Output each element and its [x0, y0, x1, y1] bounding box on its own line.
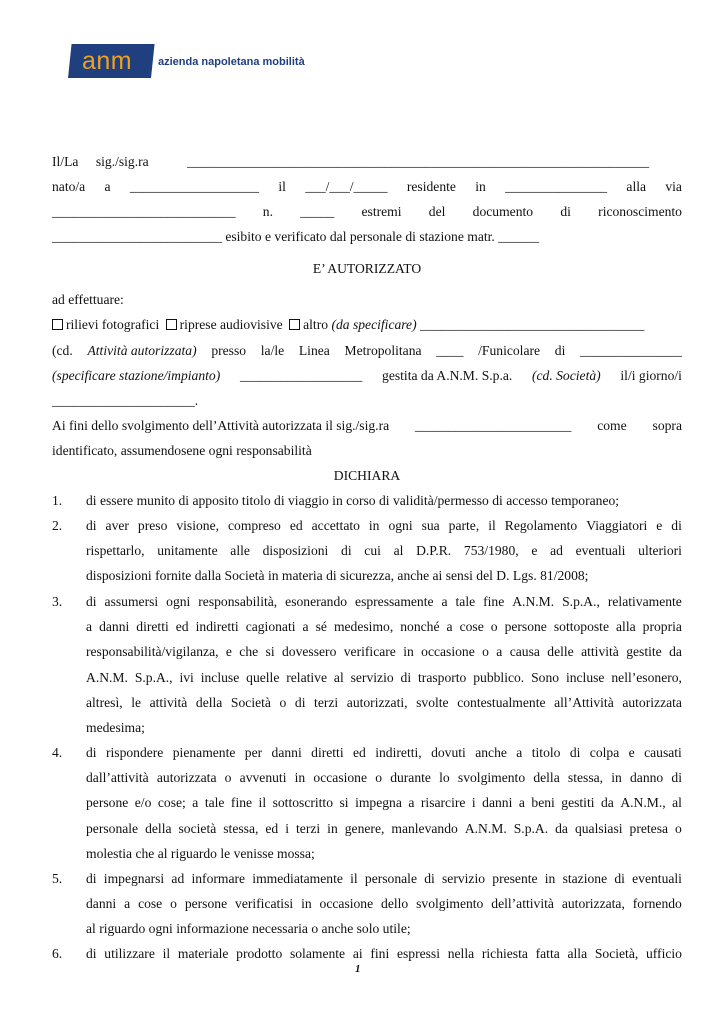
birthplace-blank: ___________________: [129, 179, 260, 194]
text: sig./sig.ra: [95, 154, 149, 169]
text: in: [475, 179, 486, 194]
birthdate-blank: ___/___/_____: [305, 179, 388, 194]
text: (cd.: [52, 343, 73, 358]
text: ad effettuare:: [52, 292, 124, 307]
line-location: [52, 343, 682, 359]
item-number: 6.: [52, 946, 63, 961]
item-text-line: di rispondere pienamente per danni diretti ed indiretti, dovuti anche a titolo di colpa e causati: [86, 745, 682, 760]
item-text-line: di aver preso visione, compreso ed accettato in ogni sua parte, il Regolamento Viaggiatori e di: [86, 518, 682, 533]
birth-line: [52, 179, 682, 195]
number-blank: _____: [300, 204, 335, 219]
document-line: _________________________ esibito e verificato dal personale di stazione matr. ______: [52, 229, 540, 244]
list-item: [52, 745, 682, 871]
activity-options: [52, 317, 682, 333]
heading-autorizzato: E’ AUTORIZZATO: [312, 261, 422, 276]
text: documento: [472, 204, 534, 219]
text: presso: [211, 343, 247, 358]
signer-blank: _______________________: [415, 418, 572, 433]
page-number: 1: [355, 963, 361, 975]
checkbox-other[interactable]: [289, 319, 300, 330]
item-text-line: al riguardo ogni informazione necessaria o anche solo utile;: [86, 921, 411, 937]
item-text-line: di utilizzare il materiale prodotto solamente ai fini espressi nella richiesta fatta alla Società, ufficio: [86, 946, 682, 961]
text: gestita da A.N.M. S.p.a.: [382, 368, 513, 383]
item-number: 2.: [52, 518, 63, 533]
logo-acronym: anm: [82, 47, 133, 75]
text: come: [597, 418, 627, 433]
item-text-line: responsabilità/vigilanza, e che si dovessero verificare in occasione o a causa delle attività gestite da: [86, 644, 682, 660]
text: /Funicolare: [478, 343, 541, 358]
item-number: 5.: [52, 871, 63, 886]
item-text-line: personale della società stessa, ed i terzi in genere, manlevando A.N.M. S.p.A. da qualsiasi pretesa o: [86, 820, 682, 836]
list-item: [52, 518, 682, 594]
option-label: altro: [303, 317, 329, 332]
text: nato/a: [52, 179, 86, 194]
list-item: [52, 946, 682, 971]
purpose-line: [52, 418, 682, 434]
text: riconoscimento: [598, 204, 682, 219]
item-text-line: di impegnarsi ad informare immediatamente il personale di servizio presente in stazione di eventuali: [86, 871, 682, 886]
text: alla: [626, 179, 647, 194]
list-item: [52, 493, 682, 518]
item-text-line: altresì, le attività della Società o di terzi autorizzati, svolte contestualmente all’Attività autorizzata: [86, 694, 682, 710]
item-text-line: di essere munito di apposito titolo di viaggio in corso di validità/permesso di accesso temporaneo;: [86, 493, 620, 508]
list-item: [52, 871, 682, 947]
text: Metropolitana: [344, 343, 422, 358]
item-number: 3.: [52, 594, 63, 609]
item-text-line: molestia che al riguardo le venisse mossa;: [86, 845, 315, 861]
other-blank: _________________________________: [420, 317, 645, 332]
station-line: [52, 368, 682, 384]
heading-dichiara: DICHIARA: [333, 468, 401, 483]
text: Linea: [298, 343, 330, 358]
text: via: [665, 179, 682, 194]
anm-logo: [68, 44, 328, 78]
item-number: 4.: [52, 745, 63, 760]
text: del: [428, 204, 446, 219]
item-text-line: rispettarlo, unitamente alle disposizioni di cui al D.P.R. 753/1980, e ad eventuali ulteriori: [86, 543, 682, 559]
checkbox-video[interactable]: [166, 319, 177, 330]
text: n.: [262, 204, 273, 219]
list-item: [52, 594, 682, 745]
option-label: rilievi fotografici: [66, 317, 160, 332]
funicular-blank: _______________: [580, 343, 682, 358]
text: di: [554, 343, 566, 358]
text: il: [278, 179, 286, 194]
text: Attività autorizzata): [87, 343, 197, 358]
street-blank: ___________________________: [52, 204, 236, 219]
text: la/le: [260, 343, 285, 358]
date-blank: _____________________.: [52, 393, 199, 408]
text: identificato, assumendosene ogni responsabilità: [52, 443, 312, 458]
item-text-line: A.N.M. S.p.A., ivi incluse quelle relative al servizio di trasporto pubblico. Sono incluse nell’esonero,: [86, 669, 682, 685]
text: il/i giorno/i: [620, 368, 682, 383]
text: estremi: [361, 204, 402, 219]
item-text-line: di assumersi ogni responsabilità, esonerando espressamente a tale fine A.N.M. S.p.A., relativamente: [86, 594, 682, 609]
text: (cd. Società): [531, 368, 601, 383]
checkbox-photos[interactable]: [52, 319, 63, 330]
text: Il/La: [52, 154, 79, 169]
text: di: [560, 204, 571, 219]
station-blank: __________________: [239, 368, 363, 383]
text: sopra: [652, 418, 682, 433]
item-text-line: dall’attività autorizzata o avvenuti in occasione o durante lo svolgimento della stessa, in danno di: [86, 770, 682, 786]
residence-blank: _______________: [505, 179, 608, 194]
item-number: 1.: [52, 493, 63, 508]
text: residente: [406, 179, 456, 194]
item-text-line: medesima;: [86, 720, 145, 735]
logo-text: azienda napoletana mobilità: [158, 56, 305, 68]
name-blank: ____________________________________________________________________: [187, 154, 650, 169]
address-line: [52, 204, 682, 220]
item-text-line: danni a cose o persone verificatisi in occasione dello svolgimento dell’attività autorizzata, fornendo: [86, 896, 682, 912]
name-line: [52, 154, 682, 170]
option-label: riprese audiovisive: [179, 317, 283, 332]
item-text-line: a danni diretti ed indiretti cagionati a sé medesimo, nonché a cose o persone sottoposte alla propria: [86, 619, 682, 635]
text: Ai fini dello svolgimento dell’Attività autorizzata il sig./sig.ra: [52, 418, 390, 433]
item-text-line: disposizioni fornite dalla Società in materia di sicurezza, anche ai sensi del D. Lgs. 81/2008;: [86, 568, 589, 584]
option-note: (da specificare): [331, 317, 417, 332]
line-blank: ____: [436, 343, 464, 358]
text: a: [104, 179, 111, 194]
text: (specificare stazione/impianto): [52, 368, 221, 383]
item-text-line: persone e/o cose; a tale fine il sottoscritto si impegna a risarcire i danni a beni gestiti da A.N.M., al: [86, 795, 682, 811]
